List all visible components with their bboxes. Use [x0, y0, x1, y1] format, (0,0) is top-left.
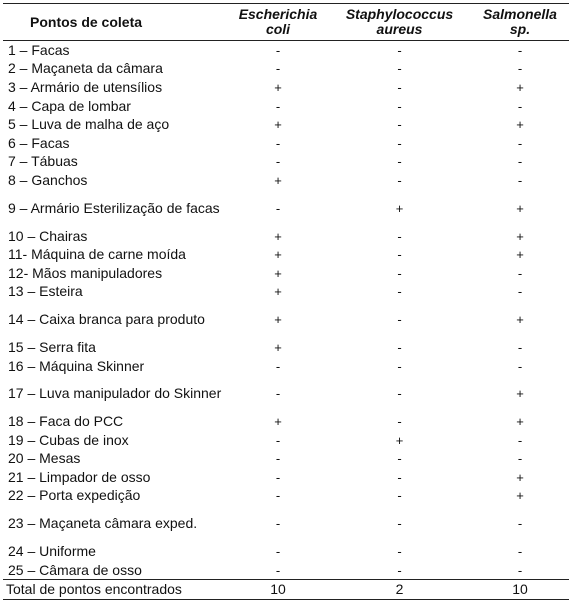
header-escherichia-coli: [228, 4, 328, 41]
collection-point-cell: 23 – Maçaneta câmara exped.: [8, 515, 198, 532]
table-row: [3, 41, 569, 60]
salm-result-cell: +: [516, 228, 524, 244]
ecoli-result-cell: -: [275, 544, 281, 560]
staph-result-cell: -: [397, 469, 402, 485]
salm-result-cell: +: [516, 414, 524, 430]
ecoli-result-cell: +: [274, 284, 282, 300]
collection-point-cell: 9 – Armário Esterilização de facas: [8, 199, 220, 216]
staph-result-cell: -: [397, 544, 402, 560]
table-row: [3, 171, 569, 190]
table-row: [3, 505, 569, 542]
salm-result-cell: +: [516, 79, 524, 95]
staph-result-cell: -: [397, 228, 402, 244]
salm-result-cell: +: [516, 488, 524, 504]
table-row: [3, 60, 569, 79]
ecoli-result-cell: -: [275, 451, 281, 467]
ecoli-result-cell: -: [275, 562, 281, 578]
header-staphylococcus-aureus-line1: Staphylococcus: [345, 6, 454, 22]
header-salmonella-sp-line2: sp.: [509, 21, 531, 37]
salm-result-cell: -: [517, 358, 523, 374]
collection-point-cell: 12- Mãos manipuladores: [8, 264, 163, 281]
table-footer: [3, 580, 569, 600]
ecoli-result-cell: +: [274, 265, 282, 281]
ecoli-result-cell: -: [275, 61, 281, 77]
collection-point-cell: 4 – Capa de lombar: [8, 97, 131, 114]
salm-result-cell: +: [516, 117, 524, 133]
ecoli-result-cell: -: [275, 516, 281, 532]
staph-result-cell: -: [397, 358, 402, 374]
staph-result-cell: -: [397, 284, 402, 300]
collection-point-cell: 19 – Cubas de inox: [8, 431, 129, 448]
table-row: [3, 97, 569, 116]
staph-result-cell: -: [397, 98, 402, 114]
staph-result-cell: -: [397, 79, 402, 95]
ecoli-result-cell: -: [275, 154, 281, 170]
table-row: [3, 561, 569, 580]
ecoli-result-cell: +: [274, 79, 282, 95]
table-row: [3, 134, 569, 153]
salm-result-cell: -: [517, 562, 523, 578]
salm-result-cell: -: [517, 451, 523, 467]
table-row: [3, 78, 569, 97]
staph-result-cell: -: [397, 42, 402, 58]
salm-result-cell: +: [516, 312, 524, 328]
salm-result-cell: -: [517, 284, 523, 300]
staph-result-cell: -: [397, 414, 402, 430]
collection-point-cell: 24 – Uniforme: [8, 543, 96, 560]
staph-result-cell: -: [397, 172, 402, 188]
staph-result-cell: -: [397, 135, 402, 151]
header-salmonella-sp-line1: Salmonella: [483, 6, 557, 22]
salm-result-cell: +: [516, 386, 524, 402]
collection-point-cell: 10 – Chairas: [8, 227, 88, 244]
collection-point-cell: 1 – Facas: [8, 41, 70, 58]
table-header: [3, 4, 569, 41]
collection-point-cell: 21 – Limpador de osso: [8, 468, 151, 485]
salm-result-cell: -: [517, 154, 523, 170]
collection-point-cell: 3 – Armário de utensílios: [8, 78, 163, 95]
ecoli-result-cell: +: [274, 117, 282, 133]
ecoli-result-cell: -: [275, 200, 281, 216]
header-escherichia-coli-line2: coli: [265, 21, 291, 37]
staph-result-cell: +: [395, 432, 404, 448]
ecoli-result-cell: +: [274, 312, 282, 328]
table-row: [3, 115, 569, 134]
table-body: [3, 41, 569, 580]
collection-point-cell: 6 – Facas: [8, 134, 70, 151]
salm-result-cell: -: [517, 135, 523, 151]
total-label: Total de pontos encontrados: [3, 580, 228, 600]
salm-result-cell: -: [517, 516, 523, 532]
header-salmonella-sp: [471, 4, 569, 41]
collection-point-cell: 13 – Esteira: [8, 283, 83, 300]
ecoli-result-cell: -: [275, 386, 281, 402]
header-collection-points: Pontos de coleta: [3, 4, 228, 41]
ecoli-result-cell: +: [274, 339, 282, 355]
table-row: [3, 301, 569, 338]
ecoli-result-cell: +: [274, 247, 282, 263]
salm-result-cell: -: [517, 61, 523, 77]
header-staphylococcus-aureus-line2: aureus: [376, 21, 423, 37]
table-row: [3, 190, 569, 227]
salm-result-cell: -: [517, 339, 523, 355]
salm-result-cell: -: [517, 265, 523, 281]
ecoli-result-cell: +: [274, 228, 282, 244]
table-row: [3, 375, 569, 412]
table-row: [3, 412, 569, 431]
total-row: [3, 580, 569, 600]
staph-result-cell: +: [395, 200, 404, 216]
staph-result-cell: -: [397, 265, 402, 281]
ecoli-result-cell: -: [275, 42, 281, 58]
staph-result-cell: -: [397, 451, 402, 467]
salm-result-cell: -: [517, 172, 523, 188]
staph-result-cell: -: [397, 516, 402, 532]
table-row: [3, 245, 569, 264]
staph-result-cell: -: [397, 488, 402, 504]
table-row: [3, 431, 569, 450]
ecoli-result-cell: -: [275, 488, 281, 504]
collection-point-cell: 15 – Serra fita: [8, 338, 96, 355]
collection-point-cell: 20 – Mesas: [8, 450, 81, 467]
salm-result-cell: -: [517, 98, 523, 114]
staph-result-cell: -: [397, 386, 402, 402]
collection-point-cell: 11- Máquina de carne moída: [8, 246, 186, 263]
collection-point-cell: 25 – Câmara de osso: [8, 561, 142, 578]
table-row: [3, 487, 569, 506]
salm-result-cell: -: [517, 544, 523, 560]
salm-result-cell: -: [517, 42, 523, 58]
ecoli-result-cell: -: [275, 358, 281, 374]
staph-result-cell: -: [397, 117, 402, 133]
collection-point-cell: 14 – Caixa branca para produto: [8, 311, 205, 328]
collection-point-cell: 2 – Maçaneta da câmara: [8, 60, 163, 77]
total-staph: 2: [328, 580, 471, 600]
collection-point-cell: 8 – Ganchos: [8, 171, 88, 188]
ecoli-result-cell: -: [275, 98, 281, 114]
collection-point-cell: 18 – Faca do PCC: [8, 413, 124, 430]
staph-result-cell: -: [397, 562, 402, 578]
salm-result-cell: +: [516, 200, 524, 216]
collection-point-cell: 16 – Máquina Skinner: [8, 357, 145, 374]
table-row: [3, 468, 569, 487]
total-ecoli: 10: [228, 580, 328, 600]
staph-result-cell: -: [397, 247, 402, 263]
salm-result-cell: +: [516, 469, 524, 485]
salm-result-cell: -: [517, 432, 523, 448]
collection-point-cell: 22 – Porta expedição: [8, 487, 141, 504]
table-row: [3, 283, 569, 302]
collection-point-cell: 5 – Luva de malha de aço: [8, 116, 170, 133]
header-staphylococcus-aureus: [328, 4, 471, 41]
staph-result-cell: -: [397, 312, 402, 328]
table-row: [3, 338, 569, 357]
staph-result-cell: -: [397, 154, 402, 170]
ecoli-result-cell: -: [275, 469, 281, 485]
ecoli-result-cell: +: [274, 172, 282, 188]
collection-point-cell: 7 – Tábuas: [8, 153, 78, 170]
table-row: [3, 450, 569, 469]
table-row: [3, 542, 569, 561]
ecoli-result-cell: -: [275, 432, 281, 448]
staph-result-cell: -: [397, 61, 402, 77]
total-salm: 10: [471, 580, 569, 600]
ecoli-result-cell: +: [274, 414, 282, 430]
salm-result-cell: +: [516, 247, 524, 263]
table-row: [3, 227, 569, 246]
table-row: [3, 264, 569, 283]
header-row: [3, 4, 569, 41]
table-row: [3, 357, 569, 376]
staph-result-cell: -: [397, 339, 402, 355]
table-row: [3, 153, 569, 172]
collection-point-cell: 17 – Luva manipulador do Skinner: [8, 385, 222, 402]
ecoli-result-cell: -: [275, 135, 281, 151]
results-table-container: [3, 3, 569, 600]
results-table: [3, 3, 569, 600]
header-escherichia-coli-line1: Escherichia: [238, 6, 318, 22]
